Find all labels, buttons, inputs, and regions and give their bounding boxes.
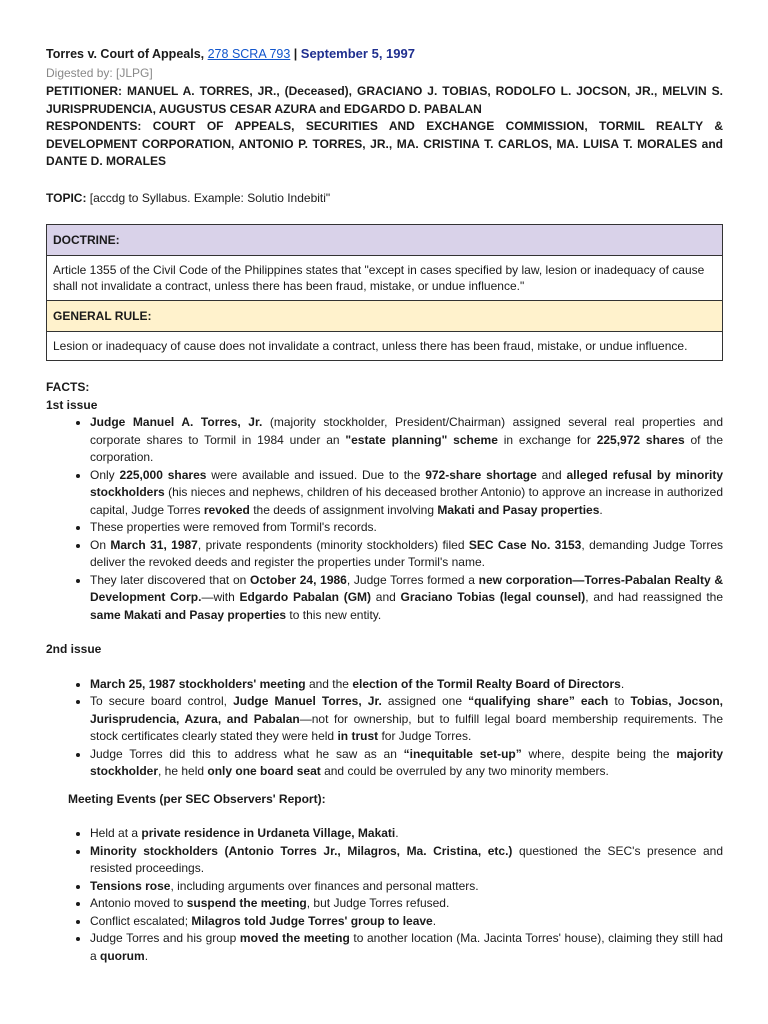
issue2-list bbox=[46, 676, 723, 781]
citation-link[interactable]: 278 SCRA 793 bbox=[207, 47, 291, 61]
bold-text: October 24, 1986 bbox=[250, 572, 347, 587]
list-item bbox=[90, 913, 723, 931]
text-segment: On bbox=[90, 537, 111, 552]
text-segment: Held at a bbox=[90, 826, 142, 840]
bold-text: majority stockholder bbox=[90, 746, 723, 778]
text-segment: and bbox=[536, 467, 567, 482]
text-segment: . bbox=[432, 913, 437, 928]
decision-date: September 5, 1997 bbox=[300, 46, 415, 61]
text-segment: , demanding Judge Torres deliver the revoked deeds and register the properties under Tormil's name. bbox=[90, 537, 724, 569]
text-segment: Conflict escalated; bbox=[90, 913, 192, 928]
bold-text: March 31, 1987 bbox=[110, 537, 198, 552]
bold-text: revoked bbox=[203, 502, 250, 517]
list-item bbox=[90, 676, 723, 694]
bold-text: Makati and Pasay properties bbox=[437, 502, 600, 517]
bold-text: quorum bbox=[100, 948, 145, 963]
issue1-heading: 1st issue bbox=[46, 397, 98, 412]
text-segment: Antonio moved to bbox=[90, 896, 187, 910]
text-segment: Judge Torres did this to address what he saw as an bbox=[90, 746, 404, 761]
meeting-events-list bbox=[46, 825, 723, 965]
list-item bbox=[90, 825, 723, 843]
bold-text: "estate planning" scheme bbox=[345, 432, 498, 447]
text-segment: To secure board control, bbox=[90, 694, 234, 708]
list-item bbox=[90, 693, 723, 746]
bold-text: “inequitable set-up” bbox=[403, 746, 522, 761]
bold-text: in trust bbox=[337, 729, 379, 743]
text-segment: , including arguments over finances and personal matters. bbox=[170, 878, 479, 893]
case-title bbox=[46, 45, 723, 64]
text-segment: for Judge Torres. bbox=[378, 729, 472, 743]
bold-text: SEC Case No. 3153 bbox=[468, 537, 582, 552]
bold-text: private residence in Urdaneta Village, Makati bbox=[141, 826, 396, 840]
list-item bbox=[90, 572, 723, 625]
text-segment: , he held bbox=[158, 764, 208, 778]
bold-text: suspend the meeting bbox=[186, 896, 307, 910]
list-item bbox=[90, 895, 723, 913]
list-item bbox=[90, 467, 723, 520]
bold-text: March 25, 1987 stockholders' meeting bbox=[90, 676, 306, 691]
text-segment: where, despite being the bbox=[521, 746, 677, 761]
text-segment: , and had reassigned the bbox=[585, 590, 723, 604]
doctrine-text: Article 1355 of the Civil Code of the Philippines states that "except in cases specified by law, lesion or inadequacy of cause shall not invalidate a contract, unless there has been fraud, mistake, or undue influence." bbox=[47, 256, 723, 301]
list-item bbox=[90, 746, 723, 781]
text-segment: Judge Torres and his group bbox=[90, 931, 240, 945]
bold-text: alleged refusal by minority stockholders bbox=[90, 467, 723, 499]
text-segment: and bbox=[371, 590, 401, 604]
doctrine-header: DOCTRINE: bbox=[47, 225, 723, 256]
bold-text: Tobias, Jocson, Jurisprudencia, Azura, and Pabalan bbox=[90, 694, 723, 726]
bold-text: “qualifying share” each bbox=[468, 694, 609, 708]
bold-text: only one board seat bbox=[207, 764, 321, 778]
topic-label: TOPIC: bbox=[46, 190, 87, 205]
bold-text: Graciano Tobias (legal counsel) bbox=[400, 590, 586, 604]
bold-text: 225,000 shares bbox=[119, 467, 207, 482]
bold-text: Minority stockholders (Antonio Torres Jr., Milagros, Ma. Cristina, etc.) bbox=[90, 843, 513, 858]
issue2-heading: 2nd issue bbox=[46, 642, 102, 656]
text-segment: were available and issued. Due to the bbox=[206, 467, 426, 482]
text-segment: . bbox=[599, 502, 603, 517]
text-segment: They later discovered that on bbox=[90, 572, 251, 587]
text-segment: , Judge Torres formed a bbox=[346, 572, 479, 587]
bold-text: 972-share shortage bbox=[425, 467, 537, 482]
bold-text: Judge Manuel A. Torres, Jr. bbox=[90, 415, 263, 429]
general-rule-header: GENERAL RULE: bbox=[47, 301, 723, 332]
doctrine-table bbox=[46, 224, 723, 361]
topic-text: [accdg to Syllabus. Example: Solutio Indebiti" bbox=[86, 190, 331, 205]
text-segment: of the corporation. bbox=[90, 432, 724, 464]
document-page bbox=[46, 45, 723, 965]
text-segment: to bbox=[608, 694, 631, 708]
petitioner-line: PETITIONER: MANUEL A. TORRES, JR., (Deceased), GRACIANO J. TOBIAS, RODOLFO L. JOCSON, JR., MELVIN S. JURISPRUDENCIA, AUGUSTUS CESAR AZURA and EDGARDO D. PABALAN bbox=[46, 84, 723, 116]
text-segment: in exchange for bbox=[497, 432, 597, 447]
text-segment: —with bbox=[201, 590, 240, 604]
text-segment: . bbox=[620, 676, 625, 691]
digested-by: Digested by: [JLPG] bbox=[46, 65, 153, 80]
text-segment: and could be overruled by any two minority members. bbox=[320, 764, 609, 778]
text-segment: and the bbox=[305, 676, 353, 691]
text-segment: (his nieces and nephews, children of his deceased brother Antonio) to approve an increase in authorized capital, Judge Torres bbox=[90, 485, 723, 517]
list-item bbox=[90, 930, 723, 965]
bold-text: Tensions rose bbox=[90, 878, 171, 893]
bold-text: election of the Tormil Realty Board of Directors bbox=[352, 676, 621, 691]
facts-heading: FACTS: bbox=[46, 380, 90, 394]
bold-text: new corporation—Torres-Pabalan Realty & Development Corp. bbox=[90, 572, 724, 604]
text-segment: the deeds of assignment involving bbox=[249, 502, 438, 517]
general-rule-text: Lesion or inadequacy of cause does not invalidate a contract, unless there has been fraud, mistake, or undue influence. bbox=[47, 332, 723, 361]
text-segment: —not for ownership, but to fulfill legal board membership requirements. The stock certificates clearly stated they were held bbox=[90, 711, 723, 743]
text-segment: . bbox=[395, 826, 399, 840]
bold-text: Milagros told Judge Torres' group to leave bbox=[191, 913, 433, 928]
text-segment: Only bbox=[90, 467, 120, 482]
text-segment: (majority stockholder, President/Chairman) assigned several real properties and corporate shares to Tormil in 1984 under an bbox=[90, 415, 723, 447]
bold-text: 225,972 shares bbox=[596, 432, 685, 447]
topic-line bbox=[46, 190, 723, 208]
bold-text: Edgardo Pabalan (GM) bbox=[239, 590, 372, 604]
text-segment: questioned the SEC's presence and resisted proceedings. bbox=[90, 843, 724, 875]
respondents-line: RESPONDENTS: COURT OF APPEALS, SECURITIES AND EXCHANGE COMMISSION, TORMIL REALTY & DEVELOPMENT CORPORATION, ANTONIO P. TORRES, JR., MA. CRISTINA T. CARLOS, MA. LUISA T. MORALES and DANTE D. MORALES bbox=[46, 119, 723, 168]
list-item bbox=[90, 878, 723, 896]
list-item bbox=[90, 537, 723, 572]
list-item bbox=[90, 414, 723, 467]
text-segment: to another location (Ma. Jacinta Torres' house), claiming they still had a bbox=[90, 931, 723, 963]
text-segment: assigned one bbox=[381, 694, 469, 708]
bold-text: moved the meeting bbox=[239, 931, 350, 945]
text-segment: These properties were removed from Tormil's records. bbox=[90, 520, 377, 534]
text-segment: , but Judge Torres refused. bbox=[306, 896, 450, 910]
issue1-list bbox=[46, 414, 723, 624]
bold-text: same Makati and Pasay properties bbox=[90, 607, 287, 622]
bold-text: Judge Manuel Torres, Jr. bbox=[233, 694, 382, 708]
case-name: Torres v. Court of Appeals, bbox=[46, 47, 205, 61]
text-segment: , private respondents (minority stockholders) filed bbox=[197, 537, 469, 552]
meeting-events-heading: Meeting Events (per SEC Observers' Report): bbox=[68, 791, 326, 806]
list-item bbox=[90, 843, 723, 878]
title-separator: | bbox=[293, 47, 298, 61]
text-segment: to this new entity. bbox=[286, 607, 382, 622]
list-item bbox=[90, 519, 723, 537]
text-segment: . bbox=[144, 948, 149, 963]
